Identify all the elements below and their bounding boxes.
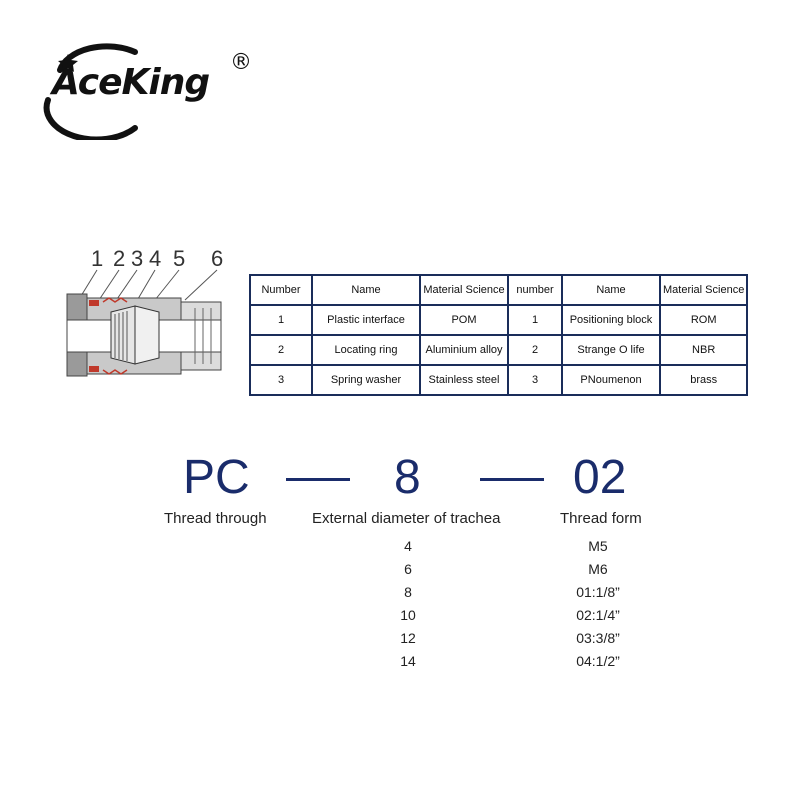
- table-header-cell: Number: [250, 275, 312, 305]
- list-item: 02:1/4”: [576, 607, 620, 623]
- registered-mark: ®: [230, 50, 252, 75]
- table-cell: Stainless steel: [420, 365, 508, 395]
- table-cell: 3: [250, 365, 312, 395]
- callout-4: 4: [149, 246, 162, 271]
- table-cell: PNoumenon: [562, 365, 660, 395]
- callout-6: 6: [211, 246, 224, 271]
- table-cell: Plastic interface: [312, 305, 420, 335]
- list-item: 12: [400, 630, 416, 646]
- callout-1: 1: [91, 246, 104, 271]
- list-item: 4: [404, 538, 412, 554]
- table-cell: 2: [508, 335, 562, 365]
- table-header-cell: Material Science: [660, 275, 747, 305]
- list-item: 04:1/2”: [576, 653, 620, 669]
- model-code-thread: 02: [573, 451, 627, 504]
- model-code-series: PC: [183, 451, 250, 504]
- table-cell: Strange O life: [562, 335, 660, 365]
- callout-2: 2: [113, 246, 126, 271]
- list-item: M5: [588, 538, 608, 554]
- table-cell: Aluminium alloy: [420, 335, 508, 365]
- model-code-separator-2: [480, 478, 544, 481]
- table-row: [250, 305, 747, 335]
- callout-5: 5: [173, 246, 186, 271]
- list-item: 6: [404, 561, 412, 577]
- list-item: 01:1/8”: [576, 584, 620, 600]
- table-row: [250, 365, 747, 395]
- table-cell: 2: [250, 335, 312, 365]
- table-cell: Positioning block: [562, 305, 660, 335]
- table-row: [250, 335, 747, 365]
- model-code-separator-1: [286, 478, 350, 481]
- table-header-cell: Name: [562, 275, 660, 305]
- table-cell: ROM: [660, 305, 747, 335]
- table-header-cell: Material Science: [420, 275, 508, 305]
- model-code-diameter: 8: [394, 451, 421, 504]
- model-code-label-thread-through: Thread through: [164, 510, 267, 527]
- list-item: 8: [404, 584, 412, 600]
- callout-3: 3: [131, 246, 144, 271]
- fitting-diagram-icon: [55, 240, 245, 400]
- table-cell: 1: [250, 305, 312, 335]
- list-item: 14: [400, 653, 416, 669]
- brand-logo: [40, 40, 270, 140]
- diameter-options-list: [380, 535, 436, 673]
- table-cell: 1: [508, 305, 562, 335]
- list-item: 03:3/8”: [576, 630, 620, 646]
- model-code-label-thread-form: Thread form: [560, 510, 642, 527]
- table-header-cell: number: [508, 275, 562, 305]
- table-cell: Locating ring: [312, 335, 420, 365]
- thread-options-list: [558, 535, 638, 673]
- table-cell: 3: [508, 365, 562, 395]
- table-cell: POM: [420, 305, 508, 335]
- table-header-cell: Name: [312, 275, 420, 305]
- table-cell: Spring washer: [312, 365, 420, 395]
- brand-name: AceKing: [52, 62, 210, 103]
- list-item: 10: [400, 607, 416, 623]
- table-header-row: [250, 275, 747, 305]
- fitting-cross-section-diagram: [55, 240, 245, 400]
- model-code-label-diameter: External diameter of trachea: [312, 510, 501, 527]
- table-cell: brass: [660, 365, 747, 395]
- table-cell: NBR: [660, 335, 747, 365]
- component-material-table: [249, 274, 748, 396]
- list-item: M6: [588, 561, 608, 577]
